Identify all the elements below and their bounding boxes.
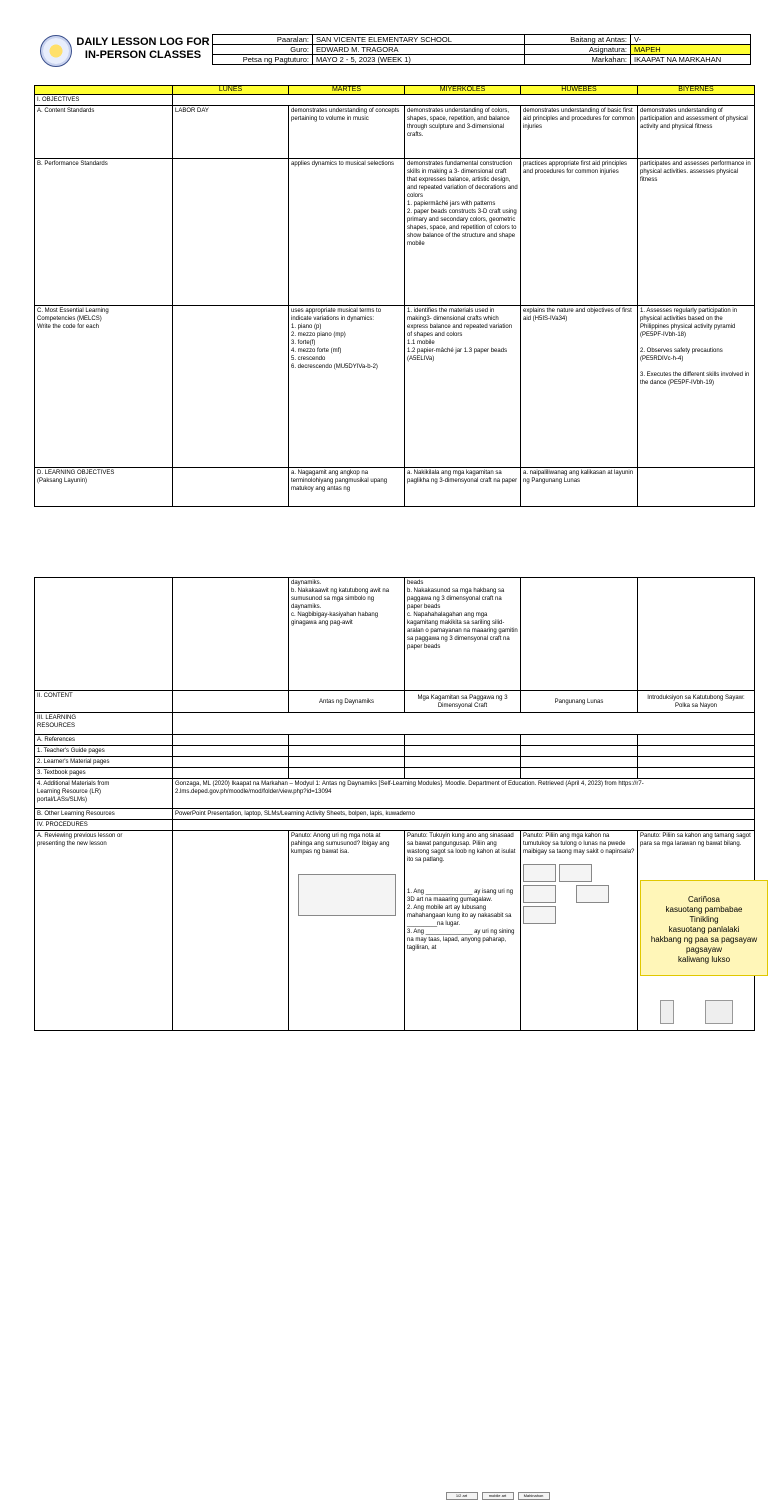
objectives-label: I. OBJECTIVES <box>35 95 173 106</box>
day-header-row <box>35 86 755 95</box>
notes-rests-worksheet-image <box>298 874 396 916</box>
objectives-row <box>35 95 755 106</box>
day-header-huwebes: HUWEBES <box>521 86 638 95</box>
other-resources-text: PowerPoint Presentation, laptop, SLMs/Learning Activity Sheets, bolpen, lapis, kuwaderno <box>173 809 755 820</box>
lobj-cont-miyerkoles: beads b. Nakakasunod sa mga hakbang sa paggawa ng 3 dimensyonal craft na paper beads c. Napahahalagahan ang mga kagamitang makikita sa sariling silid-aralan o pamayanan na maaaring gamitin sa paggawa ng 3 dimensyonal craft na paper beads <box>405 578 521 691</box>
teacher-value: EDWARD M. TRAGORA <box>313 45 525 55</box>
content-standards-row <box>35 106 755 159</box>
content-lunes <box>173 691 289 713</box>
content-standards-martes: demonstrates understanding of concepts pertaining to volume in music <box>289 106 405 159</box>
learning-resources-label: III. LEARNING RESOURCES <box>35 713 173 735</box>
learning-resources-row <box>35 713 755 735</box>
content-standards-biyernes: demonstrates understanding of participation and assessment of physical activity and physical fitness <box>638 106 755 159</box>
objectives-blank <box>173 95 755 106</box>
day-header-miyerkoles: MIYERKOLES <box>405 86 521 95</box>
learning-objectives-row <box>35 468 755 507</box>
content-standards-label: A. Content Standards <box>35 106 173 159</box>
content-standards-huwebes: demonstrates understanding of basic first aid principles and procedures for common injuries <box>521 106 638 159</box>
review-huwebes-instruction: Panuto: Piliin ang mga kahon na tumutukoy sa tulong o lunas na pwede maibigay sa taong may sakit o napinsala? <box>523 833 635 855</box>
content-label: II. CONTENT <box>35 691 173 713</box>
procedures-row <box>35 820 755 831</box>
melcs-lunes <box>173 306 289 468</box>
performance-standards-label: B. Performance Standards <box>35 159 173 306</box>
procedures-blank <box>173 820 755 831</box>
melcs-row <box>35 306 755 468</box>
date-value: MAYO 2 - 5, 2023 (WEEK 1) <box>313 55 525 65</box>
dancer-figure-image <box>660 1000 674 1024</box>
dance-step-figure-image <box>705 1000 733 1024</box>
learning-objectives-miyerkoles: a. Nakikilala ang mga kagamitan sa paglikha ng 3-dimensyonal craft na paper <box>405 468 521 507</box>
melcs-label: C. Most Essential Learning Competencies (MELCS) Write the code for each <box>35 306 173 468</box>
other-resources-label: B. Other Learning Resources <box>35 809 173 820</box>
teacher-label: Guro: <box>213 45 313 55</box>
content-standards-miyerkoles: demonstrates understanding of colors, shapes, space, repetition, and balance through sculpture and 3-dimensional crafts. <box>405 106 521 159</box>
teachers-guide-row <box>35 746 755 757</box>
choice-card <box>523 864 556 882</box>
other-resources-row <box>35 809 755 820</box>
learning-resources-blank <box>173 713 755 735</box>
page-title: DAILY LESSON LOG FOR IN-PERSON CLASSES <box>76 36 210 61</box>
first-aid-choices <box>523 864 627 924</box>
lobj-cont-label <box>35 578 173 691</box>
references-label: A. References <box>35 735 173 746</box>
lobj-cont-biyernes <box>638 578 755 691</box>
content-huwebes: Pangunang Lunas <box>521 691 638 713</box>
school-value: SAN VICENTE ELEMENTARY SCHOOL <box>313 35 525 45</box>
content-biyernes: Introduksiyon sa Katutubong Sayaw: Polka sa Nayon <box>638 691 755 713</box>
textbook-row <box>35 768 755 779</box>
review-label: A. Reviewing previous lesson or presenting the new lesson <box>35 831 173 1031</box>
teachers-guide-label: 1. Teacher's Guide pages <box>35 746 173 757</box>
grade-label: Baitang at Antas: <box>525 35 631 45</box>
day-header-blank <box>35 86 173 95</box>
content-miyerkoles: Mga Kagamitan sa Paggawa ng 3 Dimensyonal Craft <box>405 691 521 713</box>
references-row <box>35 735 755 746</box>
learners-material-label: 2. Learner's Material pages <box>35 757 173 768</box>
grade-value: V- <box>631 35 751 45</box>
performance-standards-row <box>35 159 755 306</box>
choice-card <box>523 906 556 924</box>
day-header-lunes: LUNES <box>173 86 289 95</box>
performance-standards-miyerkoles: demonstrates fundamental construction skills in making a 3- dimensional craft that expresses balance, artistic design, and repeated variation of decorations and colors 1. papiermâché jars with patterns 2. paper beads constructs 3-D craft using primary and secondary colors, geometric shapes, space, and repetition of colors to show balance of the structure and shape mobile <box>405 159 521 306</box>
procedures-label: IV. PROCEDURES <box>35 820 173 831</box>
choice-card <box>576 885 609 903</box>
melcs-miyerkoles: 1. identifies the materials used in making3- dimensional crafts which express balance and repeated variation of shapes and colors 1.1 mobile 1.2 papier-mâché jar 1.3 paper beads (A5ELIVa) <box>405 306 521 468</box>
date-label: Petsa ng Pagtuturo: <box>213 55 313 65</box>
choice-card <box>523 885 556 903</box>
dance-answer-choices-box: Cariñosa kasuotang pambabae Tinikling kasuotang panlalaki hakbang ng paa sa pagsayaw pagsayaw kaliwang lukso <box>640 880 768 976</box>
melcs-martes: uses appropriate musical terms to indicate variations in dynamics: 1. piano (p) 2. mezzo piano (mp) 3. forte(f) 4. mezzo forte (mf) 5. crescendo 6. decrescendo (MU5DYIVa-b-2) <box>289 306 405 468</box>
content-standards-lunes: LABOR DAY <box>173 106 289 159</box>
header-info-table <box>212 34 751 65</box>
day-header-martes: MARTES <box>289 86 405 95</box>
additional-materials-text: Gonzaga, ML (2020) Ikaapat na Markahan – Modyul 1: Antas ng Daynamiks [Self-Learning Modules]. Moodle. Department of Education. Retrieved (April 4, 2023) from https://r7-2.lms.deped.gov.ph/moodle/mod/folder/view.php?id=13094 <box>173 779 755 809</box>
lobj-cont-huwebes <box>521 578 638 691</box>
melcs-biyernes: 1. Assesses regularly participation in physical activities based on the Philippines physical activity pyramid (PE5PF-IVbh-18) 2. Observes safety precautions (PE5RDIVc-h-4) 3. Executes the different skills involved in the dance (PE5PF-IVbh-19) <box>638 306 755 468</box>
deped-seal-logo <box>40 35 72 67</box>
additional-materials-label: 4. Additional Materials from Learning Resource (LR) portal/LASs/SLMs) <box>35 779 173 809</box>
choice-card <box>559 864 592 882</box>
performance-standards-biyernes: participates and assesses performance in physical activities. assesses physical fitness <box>638 159 755 306</box>
learning-objectives-biyernes <box>638 468 755 507</box>
performance-standards-huwebes: practices appropriate first aid principles and procedures for common injuries <box>521 159 638 306</box>
textbook-label: 3. Textbook pages <box>35 768 173 779</box>
lobj-cont-martes: daynamiks. b. Nakakaawit ng katutubong awit na sumusunod sa mga simbolo ng daynamiks. c. Nagbibigay-kasiyahan habang ginagawa ang pag-awit <box>289 578 405 691</box>
additional-materials-row <box>35 779 755 809</box>
review-biyernes-instruction: Panuto: Piliin sa kahon ang tamang sagot para sa mga larawan ng bawat bilang. <box>640 833 751 847</box>
day-header-biyernes: BIYERNES <box>638 86 755 95</box>
lesson-log-table-page1 <box>34 85 755 507</box>
performance-standards-martes: applies dynamics to musical selections <box>289 159 405 306</box>
learners-material-row <box>35 757 755 768</box>
review-lunes <box>173 831 289 1031</box>
melcs-huwebes: explains the nature and objectives of first aid (H5IS-IVa34) <box>521 306 638 468</box>
subject-value: MAPEH <box>631 45 751 55</box>
content-row <box>35 691 755 713</box>
review-miyerkoles-instruction: Panuto: Tukuyin kung ano ang sinasaad sa bawat pangungusap. Piliin ang wastong sagot sa loob ng kahon at isulat ito sa patlang. 1. Ang ______________ ay isang uri ng 3D art na maaaring gumagalaw. 2. Ang mobile art ay lubusang mahahangaan kung ito ay nakasabit sa _________na lugar. 3. Ang ______________ ay uri ng sining na may taas, lapad, anyong paharap, tagiliran, at <box>407 833 516 951</box>
review-huwebes <box>521 831 638 1031</box>
subject-label: Asignatura: <box>525 45 631 55</box>
learning-objectives-huwebes: a. naipaliliwanag ang kalikasan at layunin ng Pangunang Lunas <box>521 468 638 507</box>
quarter-label: Markahan: <box>525 55 631 65</box>
performance-standards-lunes <box>173 159 289 306</box>
review-miyerkoles: Panuto: Tukuyin kung ano ang sinasaad sa bawat pangungusap. Piliin ang wastong sagot sa loob ng kahon at isulat ito sa patlang. 1. Ang ______________ ay isang uri ng 3D art na maaaring gumagalaw. 2. Ang mobile art ay lubusang mahahangaan kung ito ay nakasabit sa _________na lugar. 3. Ang ______________ ay uri ng sining na may taas, lapad, anyong paharap, tagiliran, at 1/2 art mobile art Mahinahon <box>405 831 521 1031</box>
learning-objectives-martes: a. Nagagamit ang angkop na terminolohiyang pangmusikal upang matukoy ang antas ng <box>289 468 405 507</box>
learning-objectives-lunes <box>173 468 289 507</box>
content-martes: Antas ng Daynamiks <box>289 691 405 713</box>
review-martes <box>289 831 405 1031</box>
review-martes-instruction: Panuto: Anong uri ng mga nota at pahinga ang sumusunod? Ibigay ang kumpas ng bawat isa. <box>291 833 390 855</box>
school-label: Paaralan: <box>213 35 313 45</box>
lobj-cont-lunes <box>173 578 289 691</box>
quarter-value: IKAAPAT NA MARKAHAN <box>631 55 751 65</box>
learning-objectives-label: D. LEARNING OBJECTIVES (Paksang Layunin) <box>35 468 173 507</box>
learning-objectives-cont-row <box>35 578 755 691</box>
